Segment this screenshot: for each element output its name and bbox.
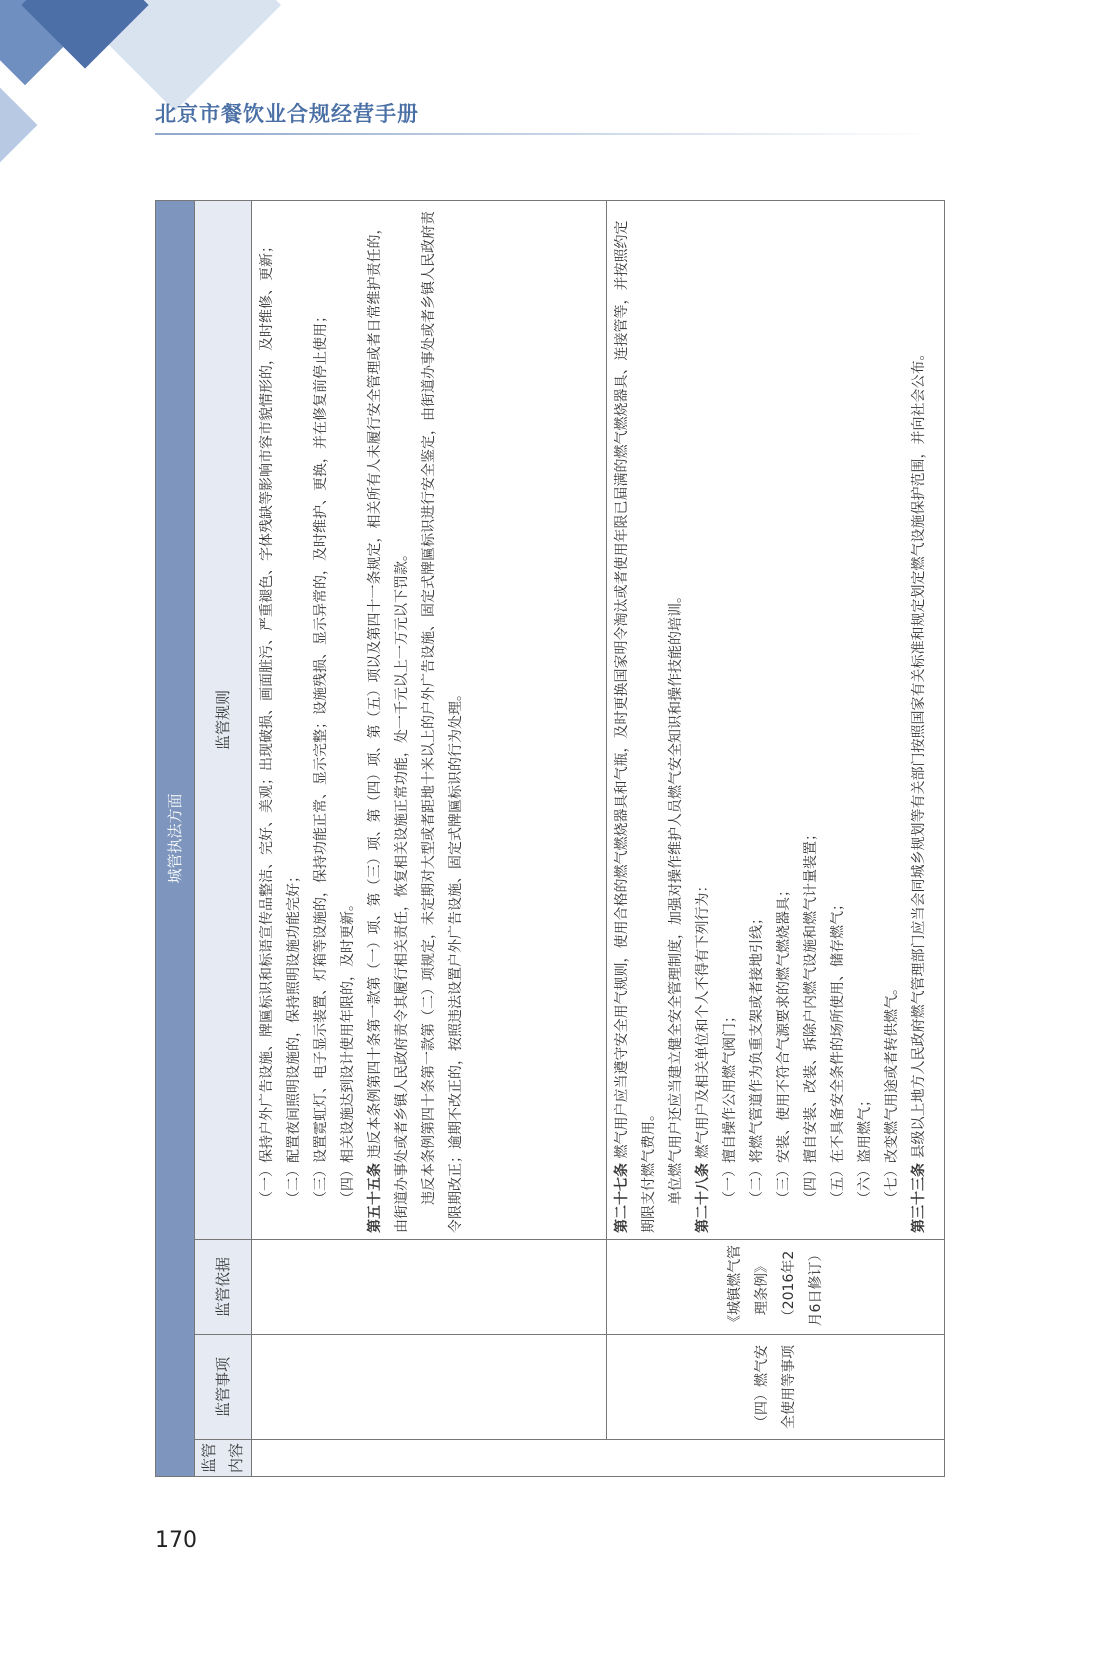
item-cell: （四）燃气安全使用等事项 — [607, 1335, 945, 1440]
basis-cell — [252, 1240, 607, 1335]
article-number: 第二十八条 — [695, 1163, 711, 1233]
item-cell — [252, 1335, 607, 1440]
article-text: 违反本条例第四十条第一款第（一）项、第（三）项、第（四）项、第（五）项以及第四十一条规定，相关所有人未履行安全管理或者日常维护责任的，由街道办事处或者乡镇人民政府责令其履行相关责任，恢复相关设施正常功能，处一千元以上一万元以下罚款。 — [367, 220, 410, 1233]
content-cell — [252, 1440, 945, 1477]
article-text: 燃气用户及相关单位和个人不得有下列行为： — [695, 878, 711, 1163]
rules-cell — [607, 201, 945, 1240]
table-section-header: 城管执法方面 — [156, 201, 195, 1477]
article-text: 县级以上地方人民政府燃气管理部门应当会同城乡规划等有关部门按照国家有关标准和规定划定燃气设施保护范围，并向社会公布。 — [911, 346, 927, 1163]
basis-cell — [607, 1240, 945, 1335]
article-number: 第五十五条 — [367, 1163, 383, 1233]
rule-paragraph — [362, 207, 416, 1233]
header-divider — [155, 133, 935, 135]
article-text: 燃气用户应当遵守安全用气规则，使用合格的燃气燃烧器具和气瓶，及时更换国家明令淘汰或者使用年限已届满的燃气燃烧器具、连接管等，并按照约定期限支付燃气费用。 — [614, 220, 657, 1233]
rule-list-item: （五）在不具备安全条件的场所使用、储存燃气； — [830, 897, 846, 1205]
article-number: 第三十三条 — [911, 1163, 927, 1233]
regulation-table-container — [155, 200, 945, 1477]
column-header-basis: 监管依据 — [195, 1240, 252, 1335]
rule-paragraph — [690, 207, 717, 1233]
running-title: 北京市餐饮业合规经营手册 — [155, 102, 419, 126]
rule-list-item: （七）改变燃气用途或者转供燃气。 — [884, 981, 900, 1205]
rule-paragraph — [609, 207, 663, 1233]
rotated-table — [155, 200, 945, 1477]
table-row — [607, 201, 945, 1477]
rule-list-item: （四）擅自安装、改装、拆除户内燃气设施和燃气计量装置； — [803, 827, 819, 1205]
rule-list-item: （一）擅自操作公用燃气阀门； — [722, 1009, 738, 1205]
rule-paragraph — [906, 207, 933, 1233]
rule-paragraph: （二）配置夜间照明设施的，保持照明设施功能完好； — [286, 869, 302, 1205]
header-decoration — [0, 83, 37, 168]
rule-list-item: （三）安装、使用不符合气源要求的燃气燃烧器具； — [776, 883, 792, 1205]
rule-paragraph: （三）设置霓虹灯、电子显示装置、灯箱等设施的，保持功能正常、显示完整；设施残损、显示异常的，及时维护、更换，并在修复前停止使用； — [313, 309, 329, 1205]
page-number: 170 — [155, 1528, 197, 1553]
rule-list-item: （六）盗用燃气； — [857, 1093, 873, 1205]
rules-cell — [252, 201, 607, 1240]
column-header-item: 监管事项 — [195, 1335, 252, 1440]
rule-paragraph: （四）相关设施达到设计使用年限的，及时更新。 — [340, 897, 356, 1205]
basis-revision-date: （2016年2月6日修订） — [780, 1247, 824, 1327]
column-header-content: 监管内容 — [195, 1440, 252, 1477]
table-row — [252, 201, 607, 1477]
rule-paragraph: 单位燃气用户还应当建立健全安全管理制度，加强对操作维护人员燃气安全知识和操作技能的培训。 — [668, 589, 684, 1205]
article-number: 第二十七条 — [614, 1163, 630, 1233]
column-header-rules: 监管规则 — [195, 201, 252, 1240]
basis-law-name: 《城镇燃气管理条例》 — [726, 1245, 770, 1329]
rule-paragraph: （一）保持户外广告设施、牌匾标识和标语宣传品整洁、完好、美观；出现破损、画面脏污、严重褪色、字体残缺等影响市容市貌情形的，及时维修、更新； — [259, 239, 275, 1205]
regulation-table — [155, 200, 945, 1477]
rule-paragraph: 违反本条例第四十条第一款第（二）项规定，未定期对大型或者距地十米以上的户外广告设施、固定式牌匾标识进行安全鉴定，由街道办事处或者乡镇人民政府责令限期改正；逾期不改正的，按照违法设置户外广告设施、固定式牌匾标识的行为处理。 — [421, 211, 464, 1233]
rule-list-item: （二）将燃气管道作为负重支架或者接地引线； — [749, 911, 765, 1205]
